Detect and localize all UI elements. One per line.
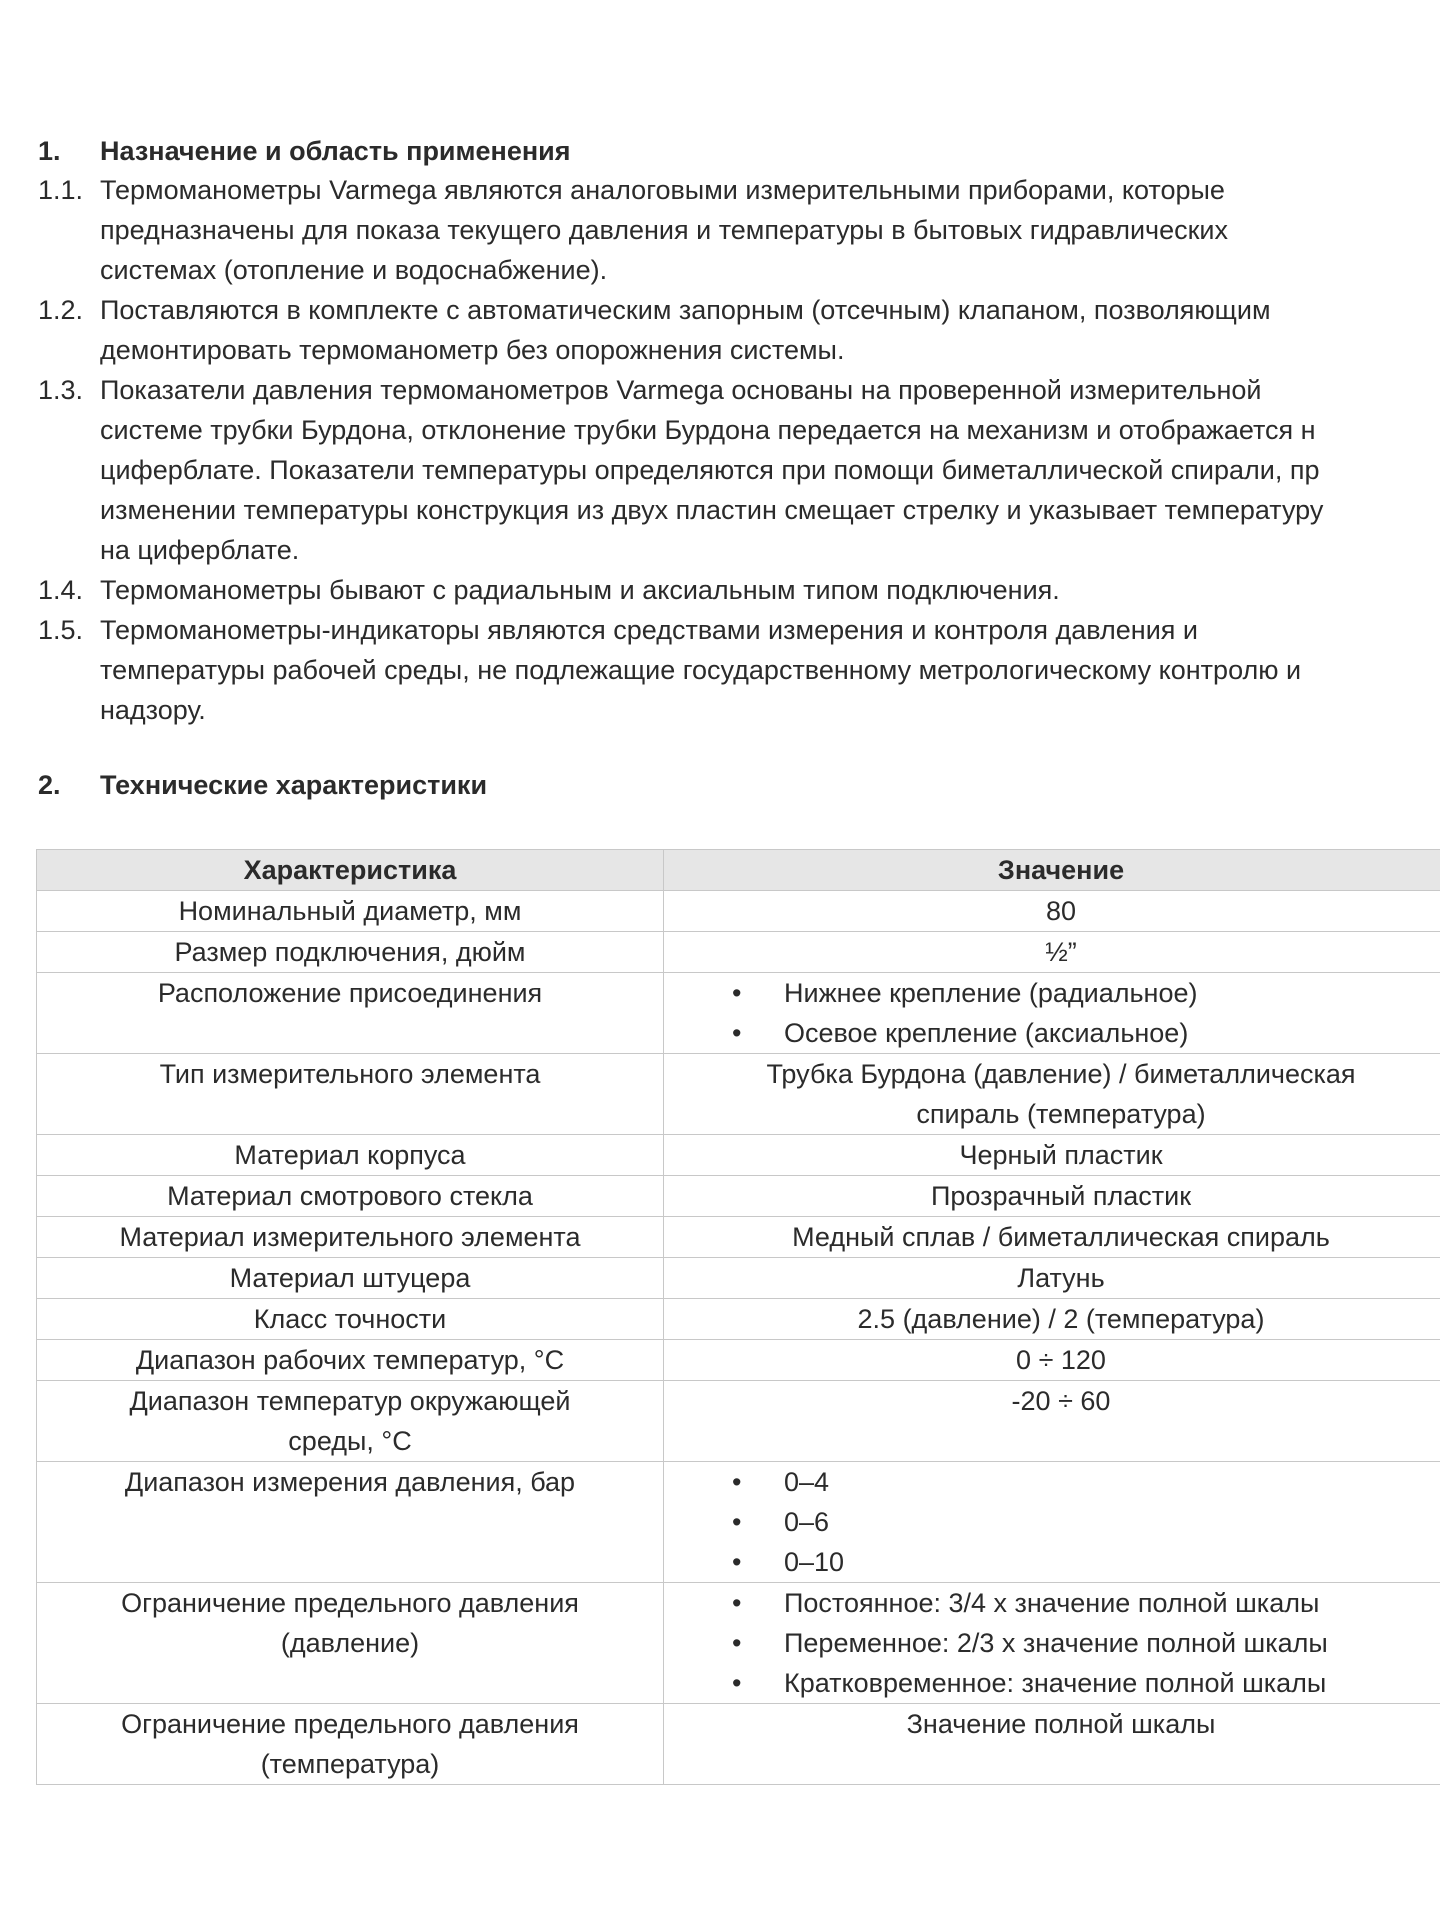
table-row bbox=[37, 1217, 1440, 1258]
item-number: 1.5. bbox=[38, 615, 84, 645]
list-item bbox=[38, 290, 1440, 370]
row-value: Прозрачный пластик bbox=[664, 1176, 1440, 1217]
item-text-line: демонтировать термоманометр без опорожнения системы. bbox=[100, 335, 845, 365]
section-1-items bbox=[38, 170, 1440, 730]
row-value bbox=[664, 1583, 1440, 1704]
table-row bbox=[37, 1462, 1440, 1583]
item-text-line: Поставляются в комплекте с автоматическим запорным (отсечным) клапаном, позволяющим bbox=[100, 295, 1271, 325]
name-line: Ограничение предельного давления bbox=[121, 1588, 579, 1618]
section-number: 2. bbox=[38, 770, 61, 800]
row-value: 80 bbox=[664, 891, 1440, 932]
name-line: Ограничение предельного давления bbox=[121, 1709, 579, 1739]
row-name: Материал измерительного элемента bbox=[37, 1217, 664, 1258]
row-value: -20 ÷ 60 bbox=[664, 1381, 1440, 1462]
row-name: Класс точности bbox=[37, 1299, 664, 1340]
item-text-line: предназначены для показа текущего давления и температуры в бытовых гидравлических bbox=[100, 215, 1229, 245]
list-item: • Постоянное: 3/4 х значение полной шкалы bbox=[732, 1583, 1440, 1623]
row-value: Медный сплав / биметаллическая спираль bbox=[664, 1217, 1440, 1258]
list-item: • Осевое крепление (аксиальное) bbox=[732, 1013, 1440, 1053]
table-row bbox=[37, 1176, 1440, 1217]
section-2-heading bbox=[38, 765, 487, 805]
item-text-line: Показатели давления термоманометров Varmega основаны на проверенной измерительной bbox=[100, 375, 1262, 405]
bullet-list bbox=[674, 1583, 1440, 1703]
list-item: • Кратковременное: значение полной шкалы bbox=[732, 1663, 1440, 1703]
item-number: 1.4. bbox=[38, 575, 84, 605]
row-name bbox=[37, 1704, 664, 1785]
list-item bbox=[38, 370, 1440, 570]
row-name: Номинальный диаметр, мм bbox=[37, 891, 664, 932]
table-row bbox=[37, 973, 1440, 1054]
section-title: Технические характеристики bbox=[100, 770, 488, 800]
section-title: Назначение и область применения bbox=[100, 136, 571, 166]
list-item: • 0–10 bbox=[732, 1542, 1440, 1582]
table-row bbox=[37, 1054, 1440, 1135]
item-text-line: температуры рабочей среды, не подлежащие государственному метрологическому контролю и bbox=[100, 655, 1302, 685]
table-row bbox=[37, 1704, 1440, 1785]
value-line: спираль (температура) bbox=[916, 1099, 1206, 1129]
row-name: Расположение присоединения bbox=[37, 973, 664, 1054]
section-number: 1. bbox=[38, 136, 61, 166]
table-row bbox=[37, 1299, 1440, 1340]
name-line: среды, °C bbox=[288, 1426, 412, 1456]
row-name: Материал смотрового стекла bbox=[37, 1176, 664, 1217]
row-name: Материал корпуса bbox=[37, 1135, 664, 1176]
item-text-line: надзору. bbox=[100, 695, 206, 725]
list-item bbox=[38, 570, 1440, 610]
table-row bbox=[37, 932, 1440, 973]
column-header-value: Значение bbox=[664, 850, 1440, 891]
table-row bbox=[37, 1258, 1440, 1299]
row-name: Диапазон измерения давления, бар bbox=[37, 1462, 664, 1583]
item-text-line: Термоманометры-индикаторы являются средствами измерения и контроля давления и bbox=[100, 615, 1198, 645]
value-line: Трубка Бурдона (давление) / биметаллическая bbox=[766, 1059, 1356, 1089]
row-name: Размер подключения, дюйм bbox=[37, 932, 664, 973]
item-number: 1.2. bbox=[38, 295, 84, 325]
table-header-row bbox=[37, 850, 1440, 891]
row-name: Диапазон рабочих температур, °C bbox=[37, 1340, 664, 1381]
bullet-list bbox=[674, 1462, 1440, 1582]
table-row bbox=[37, 1135, 1440, 1176]
row-value: Латунь bbox=[664, 1258, 1440, 1299]
item-number: 1.1. bbox=[38, 175, 84, 205]
item-number: 1.3. bbox=[38, 375, 84, 405]
item-text-line: Термоманометры бывают с радиальным и аксиальным типом подключения. bbox=[100, 575, 1060, 605]
spec-table bbox=[36, 849, 1440, 1785]
table-row bbox=[37, 1381, 1440, 1462]
row-value bbox=[664, 973, 1440, 1054]
item-text-line: изменении температуры конструкция из двух пластин смещает стрелку и указывает температуру bbox=[100, 495, 1324, 525]
list-item: • 0–4 bbox=[732, 1462, 1440, 1502]
name-line: (температура) bbox=[260, 1749, 440, 1779]
row-value: Черный пластик bbox=[664, 1135, 1440, 1176]
row-name: Материал штуцера bbox=[37, 1258, 664, 1299]
item-text-line: циферблате. Показатели температуры определяются при помощи биметаллической спирали, пр bbox=[100, 455, 1320, 485]
bullet-list bbox=[674, 973, 1440, 1053]
section-1-heading bbox=[38, 131, 571, 171]
table-row bbox=[37, 1583, 1440, 1704]
row-value: ½” bbox=[664, 932, 1440, 973]
row-value bbox=[664, 1054, 1440, 1135]
row-value bbox=[664, 1462, 1440, 1583]
row-value: 2.5 (давление) / 2 (температура) bbox=[664, 1299, 1440, 1340]
item-text-line: системе трубки Бурдона, отклонение трубки Бурдона передается на механизм и отображается н bbox=[100, 415, 1316, 445]
list-item: • Нижнее крепление (радиальное) bbox=[732, 973, 1440, 1013]
row-name: Тип измерительного элемента bbox=[37, 1054, 664, 1135]
column-header-characteristic: Характеристика bbox=[37, 850, 664, 891]
row-name bbox=[37, 1583, 664, 1704]
list-item: • 0–6 bbox=[732, 1502, 1440, 1542]
name-line: (давление) bbox=[280, 1628, 420, 1658]
table-row bbox=[37, 891, 1440, 932]
list-item bbox=[38, 170, 1440, 290]
row-name bbox=[37, 1381, 664, 1462]
list-item: • Переменное: 2/3 х значение полной шкалы bbox=[732, 1623, 1440, 1663]
table-row bbox=[37, 1340, 1440, 1381]
list-item bbox=[38, 610, 1440, 730]
item-text-line: Термоманометры Varmega являются аналоговыми измерительными приборами, которые bbox=[100, 175, 1225, 205]
row-value: Значение полной шкалы bbox=[664, 1704, 1440, 1785]
row-value: 0 ÷ 120 bbox=[664, 1340, 1440, 1381]
item-text-line: системах (отопление и водоснабжение). bbox=[100, 255, 608, 285]
item-text-line: на циферблате. bbox=[100, 535, 300, 565]
name-line: Диапазон температур окружающей bbox=[129, 1386, 571, 1416]
